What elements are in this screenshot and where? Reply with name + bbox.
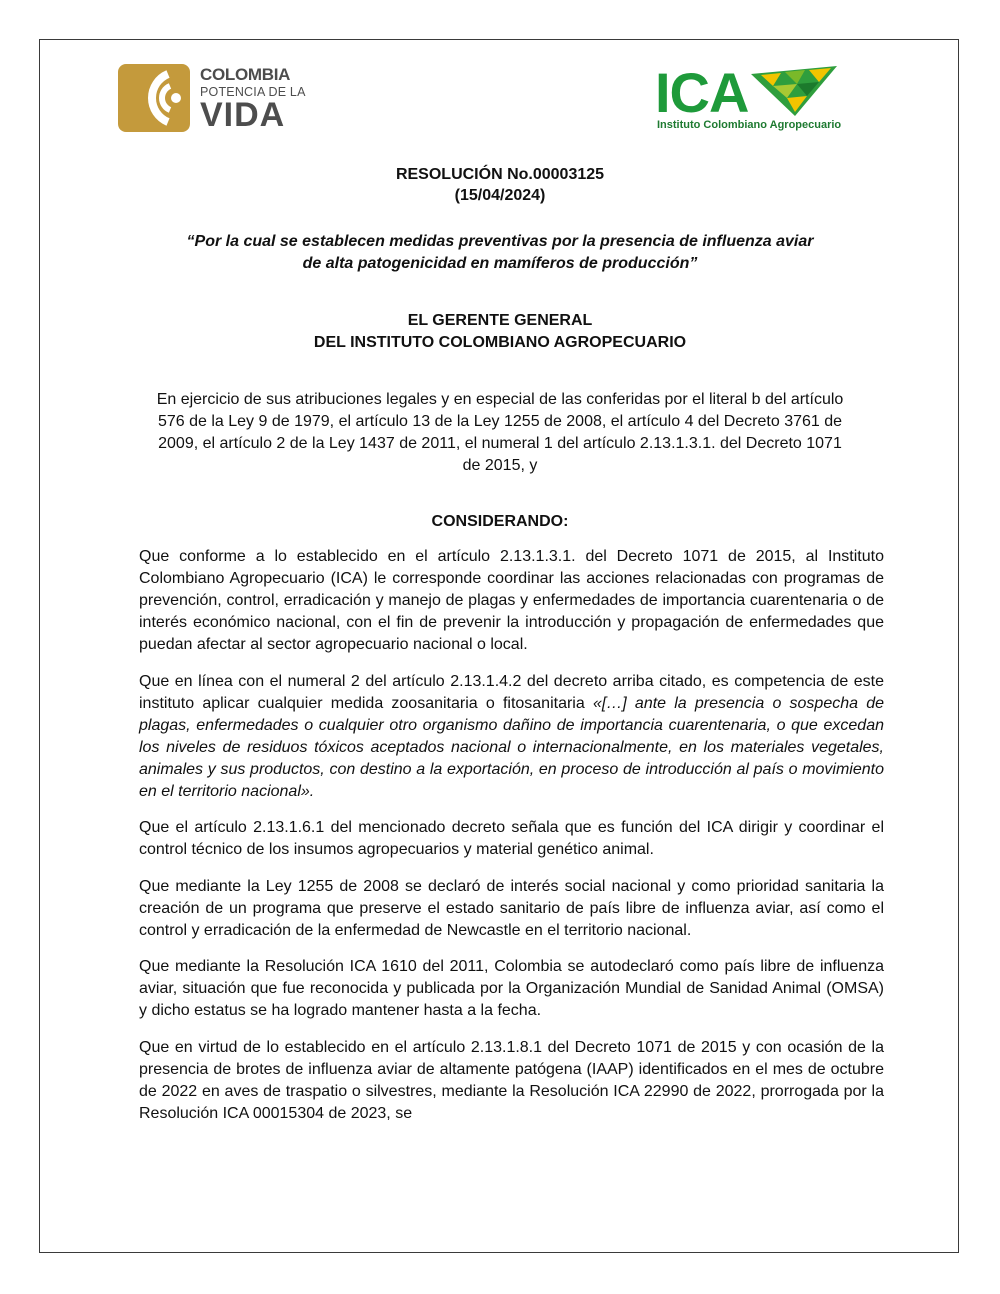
resolution-subject-line-1: “Por la cual se establecen medidas preventivas por la presencia de influenza aviar bbox=[186, 233, 814, 250]
consideration-paragraph-2 bbox=[139, 671, 884, 803]
resolution-subject bbox=[120, 231, 880, 275]
colombia-emblem-icon bbox=[118, 64, 190, 132]
consideration-paragraph-5: Que mediante la Resolución ICA 1610 del 2011, Colombia se autodeclaró como país libre de influenza aviar, situación que fue reconocida y publicada por la Organización Mundial de Sanidad Animal (OMSA) y dicho estatus se ha logrado mantener hasta a la fecha. bbox=[139, 958, 884, 1019]
considering-heading: CONSIDERANDO: bbox=[431, 513, 569, 530]
logo-text-vida: VIDA bbox=[200, 96, 286, 134]
ica-leaf-mosaic-icon bbox=[751, 66, 837, 116]
issuing-authority-line-1: EL GERENTE GENERAL bbox=[407, 312, 593, 329]
ica-logo-subtitle: Instituto Colombiano Agropecuario bbox=[657, 119, 842, 131]
ica-logo bbox=[655, 61, 845, 134]
colombia-potencia-de-la-vida-logo bbox=[118, 62, 308, 134]
resolution-title-block bbox=[120, 164, 880, 206]
issuing-authority-line-2: DEL INSTITUTO COLOMBIANO AGROPECUARIO bbox=[313, 334, 687, 351]
legal-powers-paragraph: En ejercicio de sus atribuciones legales y en especial de las conferidas por el literal b del artículo 576 de la Ley 9 de 1979, el artículo 13 de la Ley 1255 de 2008, el artículo 4 del Decreto 3761 de 2009, el artículo 2 de la Ley 1437 de 2011, el numeral 1 del artículo 2.13.1.3.1. del Decreto 1071 de 2015, y bbox=[156, 391, 844, 474]
resolution-number: RESOLUCIÓN No.00003125 bbox=[395, 166, 605, 183]
consideration-2-intro: Que en línea con el numeral 2 del artículo 2.13.1.4.2 del decreto arriba citado, es competencia de este instituto aplicar cualquier medida zoosanitaria o fitosanitaria bbox=[139, 672, 884, 712]
consideration-2-quote: «[…] ante la presencia o sospecha de plagas, enfermedades o cualquier otro organismo dañino de importancia cuarentenaria, o que excedan los niveles de residuos tóxicos aceptados nacional o internacionalmente, en los materiales vegetales, animales y sus productos, con destino a la exportación, en proceso de introducción al país o movimiento en el territorio nacional». bbox=[139, 694, 884, 800]
ica-logo-word: ICA bbox=[655, 61, 749, 124]
resolution-date: (15/04/2024) bbox=[454, 187, 546, 204]
consideration-paragraph-3: Que el artículo 2.13.1.6.1 del mencionado decreto señala que es función del ICA dirigir y coordinar el control técnico de los insumos agropecuarios y material genético animal. bbox=[139, 819, 884, 858]
considerations-body bbox=[139, 546, 884, 1139]
resolution-subject-line-2: de alta patogenicidad en mamíferos de producción” bbox=[302, 255, 698, 272]
consideration-paragraph-4: Que mediante la Ley 1255 de 2008 se declaró de interés social nacional y como prioridad sanitaria la creación de un programa que preserve el estado sanitario de país libre de influenza aviar, así como el control y erradicación de la enfermedad de Newcastle en el territorio nacional. bbox=[139, 877, 884, 939]
logo-text-potencia: POTENCIA DE LA bbox=[200, 85, 306, 99]
issuing-authority bbox=[120, 310, 880, 354]
consideration-paragraph-1: Que conforme a lo establecido en el artículo 2.13.1.3.1. del Decreto 1071 de 2015, al Instituto Colombiano Agropecuario (ICA) le corresponde coordinar las acciones relacionadas con programas de prevención, control, erradicación y manejo de plagas y enfermedades de importancia cuarentenaria o de interés económico nacional, con el fin de prevenir la introducción y propagación de enfermedades que puedan afectar al sector agropecuario nacional o local. bbox=[139, 548, 884, 653]
consideration-paragraph-6: Que en virtud de lo establecido en el artículo 2.13.1.8.1 del Decreto 1071 de 2015 y con ocasión de la presencia de brotes de influenza aviar de altamente patógena (IAAP) identificados en el mes de octubre de 2022 en aves de traspatio o silvestres, mediante la Resolución ICA 22990 de 2022, prorrogada por la Resolución ICA 00015304 de 2023, se bbox=[139, 1038, 884, 1122]
logo-text-colombia: COLOMBIA bbox=[200, 65, 291, 84]
